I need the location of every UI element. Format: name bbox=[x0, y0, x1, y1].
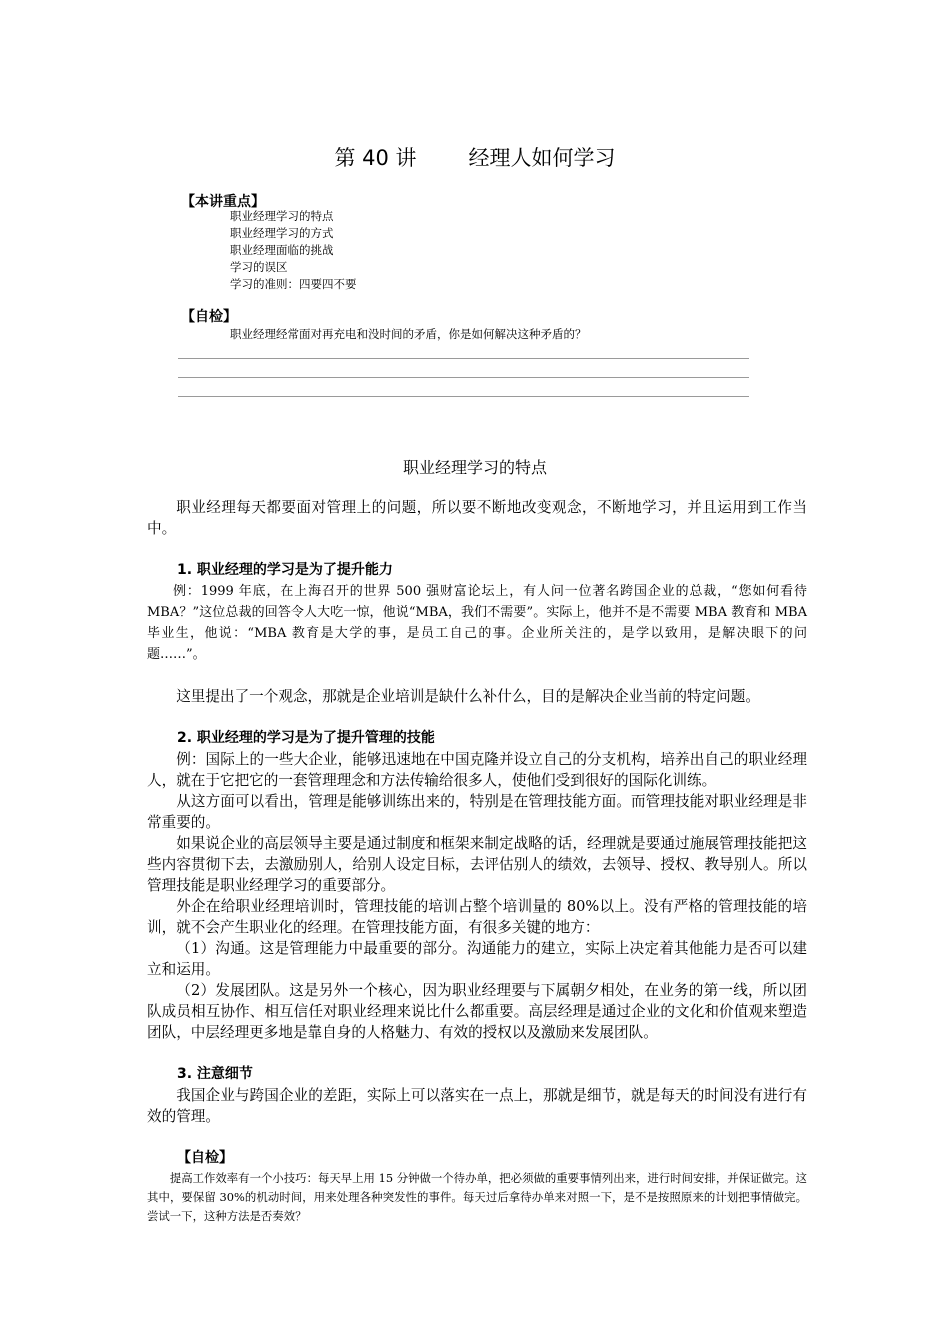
answer-line-3[interactable] bbox=[178, 396, 749, 397]
key-point-item: 职业经理学习的方式 bbox=[230, 226, 334, 240]
section-body bbox=[147, 497, 807, 1226]
lecture-title bbox=[0, 143, 950, 173]
example-paragraph: 例：1999 年底，在上海召开的世界 500 强财富论坛上，有人问一位著名跨国企业的总裁，“您如何看待 MBA？”这位总裁的回答令人大吃一惊，他说“MBA，我们不需要”。实际上，他并不是不需要 MBA 教育和 MBA 毕业生，他说：“MBA 教育是大学的事，是员工自己的事。企业所关注的，是学以致用，是解决眼下的问题……”。 bbox=[147, 584, 807, 662]
paragraph: 我国企业与跨国企业的差距，实际上可以落实在一点上，那就是细节，就是每天的时间没有进行有效的管理。 bbox=[147, 1087, 807, 1125]
subheading-3: 3. 注意细节 bbox=[177, 1066, 253, 1082]
subheading-2: 2. 职业经理的学习是为了提升管理的技能 bbox=[177, 730, 435, 746]
paragraph: （2）发展团队。这是另外一个核心，因为职业经理要与下属朝夕相处，在业务的第一线，所以团队成员相互协作、相互信任对职业经理来说比什么都重要。高层经理是通过企业的文化和价值观来塑造团队，中层经理更多地是靠自身的人格魅力、有效的授权以及激励来发展团队。 bbox=[147, 982, 807, 1041]
self-check-2-text: 提高工作效率有一个小技巧：每天早上用 15 分钟做一个待办单，把必须做的重要事情列出来，进行时间安排，并保证做完。这其中，要保留 30%的机动时间，用来处理各种突发性的事件。每天过后拿待办单来对照一下，是不是按照原来的计划把事情做完。尝试一下，这种方法是否奏效？ bbox=[147, 1171, 807, 1223]
lecture-title-text: 经理人如何学习 bbox=[468, 146, 616, 170]
key-point-item: 职业经理学习的特点 bbox=[230, 209, 334, 223]
paragraph: （1）沟通。这是管理能力中最重要的部分。沟通能力的建立，实际上决定着其他能力是否可以建立和运用。 bbox=[147, 940, 807, 978]
conclusion-paragraph: 这里提出了一个观念，那就是企业培训是缺什么补什么，目的是解决企业当前的特定问题。 bbox=[176, 688, 760, 705]
paragraph: 如果说企业的高层领导主要是通过制度和框架来制定战略的话，经理就是要通过施展管理技能把这些内容贯彻下去，去激励别人，给别人设定目标，去评估别人的绩效，去领导、授权、教导别人。所以管理技能是职业经理学习的重要部分。 bbox=[147, 835, 807, 894]
key-point-item: 学习的准则：四要四不要 bbox=[230, 277, 357, 291]
answer-line-2[interactable] bbox=[178, 377, 749, 378]
section-title: 职业经理学习的特点 bbox=[402, 458, 547, 477]
key-point-item: 职业经理面临的挑战 bbox=[230, 243, 334, 257]
answer-line-1[interactable] bbox=[178, 358, 749, 359]
section-intro: 职业经理每天都要面对管理上的问题，所以要不断地改变观念，不断地学习，并且运用到工作当中。 bbox=[147, 499, 807, 537]
self-check-question: 职业经理经常面对再充电和没时间的矛盾，你是如何解决这种矛盾的？ bbox=[230, 327, 587, 341]
subheading-1: 1. 职业经理的学习是为了提升能力 bbox=[177, 562, 393, 578]
paragraph: 例：国际上的一些大企业，能够迅速地在中国克隆并设立自己的分支机构，培养出自己的职业经理人，就在于它把它的一套管理理念和方法传输给很多人，使他们受到很好的国际化训练。 bbox=[147, 751, 807, 789]
key-points-list bbox=[230, 208, 357, 293]
paragraph: 从这方面可以看出，管理是能够训练出来的，特别是在管理技能方面。而管理技能对职业经理是非常重要的。 bbox=[147, 793, 807, 831]
key-points-heading: 【本讲重点】 bbox=[181, 194, 265, 210]
paragraph: 外企在给职业经理培训时，管理技能的培训占整个培训量的 80%以上。没有严格的管理技能的培训，就不会产生职业化的经理。在管理技能方面，有很多关键的地方： bbox=[147, 898, 807, 936]
lecture-number: 第 40 讲 bbox=[334, 146, 417, 170]
key-point-item: 学习的误区 bbox=[230, 260, 288, 274]
self-check-2-heading: 【自检】 bbox=[177, 1150, 233, 1166]
self-check-heading: 【自检】 bbox=[181, 309, 237, 325]
